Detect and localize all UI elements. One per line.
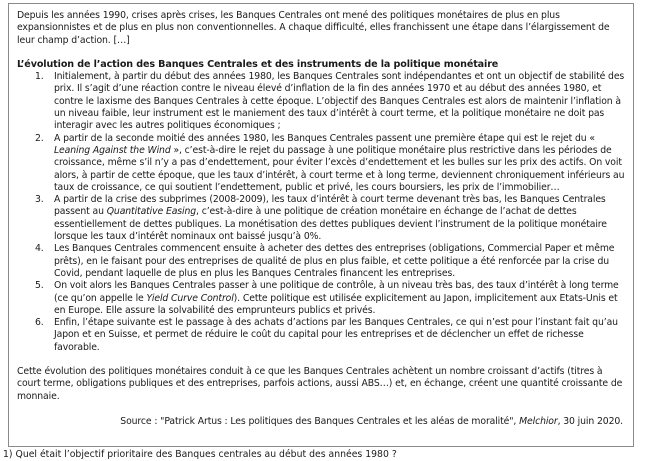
source-citation <box>17 416 625 428</box>
item-number: 3. <box>35 194 44 206</box>
item-number: 1. <box>35 71 44 83</box>
item-text: Les Banques Centrales commencent ensuite à acheter des dettes des entreprises (obligations, Commercial Paper et même prêts), en le faisant pour des entreprises de qualité de plus en plus faible, et cette politique a été renforcée par la crise du Covid, pendant laquelle de plus en plus les Banques Centrales financent les entreprises. <box>54 243 615 279</box>
conclusion-paragraph: Cette évolution des politiques monétaires conduit à ce que les Banques Centrales achètent un nombre croissant d’actifs (titres à court terme, obligations publiques et des entreprises, parfois actions, aussi ABS…) et, en échange, créent une quantité croissante de monnaie. <box>17 366 623 402</box>
list-item <box>17 280 625 317</box>
list-item <box>17 194 625 243</box>
item-italic-term: Leaning Against the Wind <box>54 144 171 156</box>
section-title: L’évolution de l’action des Banques Centrales et des instruments de la politique monétaire <box>17 58 499 70</box>
item-number: 2. <box>35 132 44 144</box>
item-text-cont: , c’est-à-dire à une politique de création monétaire en échange de l’achat de dettes essentiellement de dettes publiques. La monétisation des dettes publiques devient l’instrument de la politique monétaire lorsque les taux d’intérêt nominaux ont baissé jusqu’à 0%. <box>54 206 607 243</box>
item-text: A partir de la crise des subprimes (2008-2009), les taux d’intérêt à court terme devenant très bas, les Banques Centrales passent au <box>54 194 606 218</box>
item-text-cont: ). Cette politique est utilisée explicitement au Japon, implicitement aux Etats-Unis et en Europe. Elle assure la solvabilité des emprunteurs publics et privés. <box>54 292 618 316</box>
item-text-cont: », c’est-à-dire le rejet du passage à une politique monétaire plus restrictive dans les périodes de croissance, même s’il n’y a pas d’endettement, pour éviter l’excès d’endettement et les bulles sur les prix des actifs. On voit alors, à partir de cette époque, que les taux d’intérêt, à court terme et à long terme, deviennent chroniquement inférieurs au taux de croissance, ce qui soutient l’endettement, public et privé, les cours boursiers, les prix de l’immobilier… <box>54 144 625 193</box>
item-number: 6. <box>35 317 44 329</box>
item-number: 4. <box>35 243 44 255</box>
document-box <box>8 3 634 447</box>
question-1: 1) Quel était l’objectif prioritaire des Banques centrales au début des années 1980 ? <box>3 449 397 460</box>
item-italic-term: Quantitative Easing <box>106 206 197 218</box>
source-prefix: Source : "Patrick Artus : Les politiques des Banques Centrales et les aléas de moralité", <box>120 415 520 427</box>
source-journal: Melchior <box>519 415 558 427</box>
list-item <box>17 71 625 132</box>
item-text: Initialement, à partir du début des années 1980, les Banques Centrales sont indépendantes et ont un objectif de stabilité des prix. Il s’agit d’une réaction contre le niveau élevé d’inflation de la fin des années 1970 et au début des années 1980, et contre le laxisme des Banques Centrales à cette époque. L’objectif des Banques Centrales est alors de maintenir l’inflation à un niveau faible, leur instrument est le maniement des taux d’intérêt à court terme, et la politique monétaire ne doit pas interagir avec les autres politiques économiques ; <box>54 71 625 132</box>
intro-paragraph: Depuis les années 1990, crises après crises, les Banques Centrales ont mené des politiques monétaires de plus en plus expansionnistes et de plus en plus non conventionnelles. A chaque difficulté, elles franchissent une étape dans l’élargissement de leur champ d’action. […] <box>17 10 610 46</box>
source-suffix: , 30 juin 2020. <box>557 415 623 427</box>
list-item <box>17 133 625 194</box>
evolution-list <box>17 71 625 354</box>
item-number: 5. <box>35 280 44 292</box>
item-italic-term: Yield Curve Control <box>146 292 234 304</box>
item-text: On voit alors les Banques Centrales passer à une politique de contrôle, à un niveau très bas, des taux d’intérêt à long terme (ce qu’on appelle le <box>54 280 619 304</box>
item-text: Enfin, l’étape suivante est le passage à des achats d’actions par les Banques Centrales, ce qui n’est pour l’instant fait qu’au Japon et en Suisse, et permet de réduire le coût du capital pour les entreprises et de déclencher un effet de richesse favorable. <box>54 317 618 353</box>
list-item <box>17 243 625 280</box>
list-item <box>17 317 625 354</box>
item-text: A partir de la seconde moitié des années 1980, les Banques Centrales passent une première étape qui est le rejet du « <box>54 132 595 144</box>
